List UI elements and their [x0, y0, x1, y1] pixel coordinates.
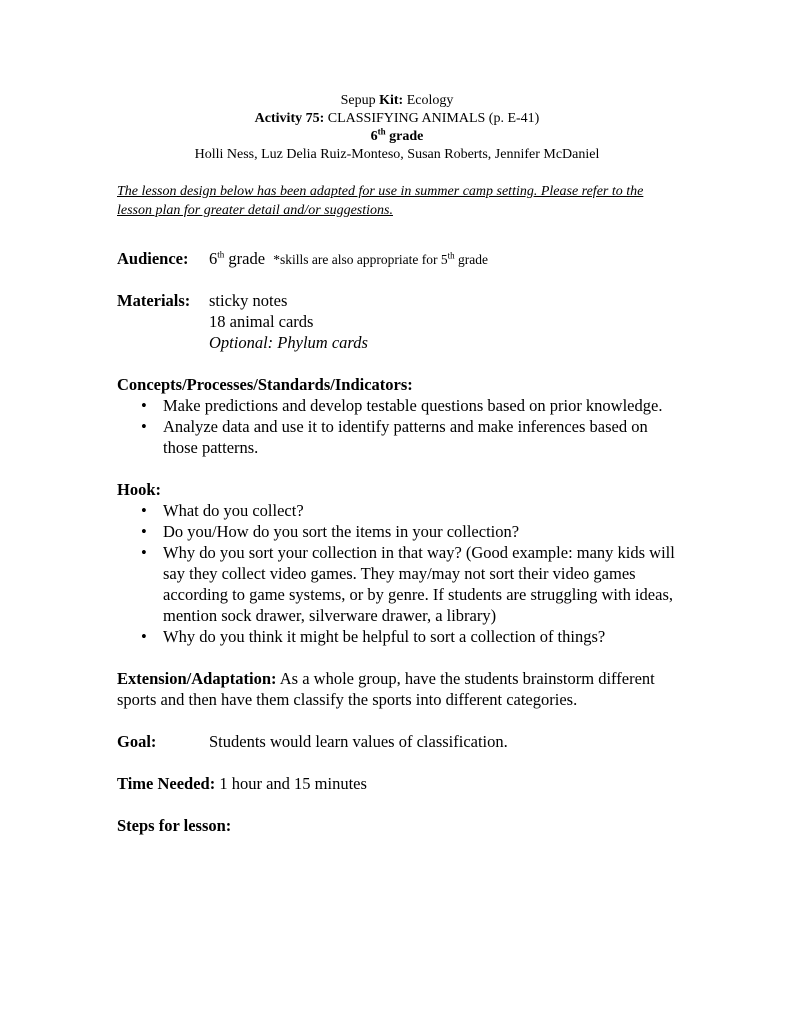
bullet-icon: • — [141, 522, 147, 541]
materials-section — [117, 290, 677, 353]
steps-label: Steps for lesson: — [117, 816, 232, 835]
grade-number: 6 — [370, 129, 378, 144]
time-text: 1 hour and 15 minutes — [215, 774, 367, 793]
list-item-text: Analyze data and use it to identify patterns and make inferences based on those patterns. — [163, 417, 648, 457]
extension-section — [117, 668, 677, 710]
extension-text: As a whole group, have the students brainstorm different sports and then have them classify the sports into different categories. — [117, 669, 655, 709]
materials-item: sticky notes — [209, 291, 288, 310]
audience-extra — [273, 252, 488, 267]
goal-text: Students would learn values of classification. — [209, 732, 508, 751]
kit-prefix: Sepup — [340, 93, 380, 108]
audience-extra-text: *skills are also appropriate for 5 — [273, 252, 448, 267]
list-item-text: What do you collect? — [163, 501, 304, 520]
materials-optional: Optional: Phylum cards — [209, 333, 368, 352]
materials-item: 18 animal cards — [209, 312, 314, 331]
list-item-text: Make predictions and develop testable questions based on prior knowledge. — [163, 396, 663, 415]
bullet-icon: • — [141, 501, 147, 520]
grade-line — [117, 128, 677, 146]
time-label: Time Needed: — [117, 774, 216, 793]
materials-label: Materials: — [117, 291, 191, 310]
kit-label: Kit: — [379, 93, 404, 108]
hook-section — [117, 479, 677, 647]
goal-label: Goal: — [117, 732, 157, 751]
list-item-text: Do you/How do you sort the items in your collection? — [163, 522, 520, 541]
list-item — [117, 542, 677, 626]
document-page — [117, 92, 677, 836]
document-header — [117, 92, 677, 164]
extension-label: Extension/Adaptation: — [117, 669, 277, 688]
goal-section — [117, 731, 677, 752]
audience-label: Audience: — [117, 249, 189, 268]
list-item — [117, 416, 677, 458]
list-item — [117, 395, 677, 416]
audience-extra-end: grade — [454, 252, 488, 267]
time-section — [117, 773, 677, 794]
steps-section — [117, 815, 677, 836]
audience-grade-number: 6 — [209, 249, 218, 268]
bullet-icon: • — [141, 627, 147, 646]
activity-label: Activity 75: — [254, 111, 325, 126]
materials-list — [209, 290, 368, 353]
list-item — [117, 521, 677, 542]
activity-line — [117, 110, 677, 128]
hook-list — [117, 500, 677, 647]
concepts-label: Concepts/Processes/Standards/Indicators: — [117, 375, 413, 394]
list-item-text: Why do you sort your collection in that way? (Good example: many kids will say they collect video games. They may/may not sort their video games according to game systems, or by genre. If students are struggling with ideas, mention sock drawer, silverware drawer, a library) — [163, 543, 675, 625]
audience-value — [209, 248, 488, 270]
grade-word: grade — [385, 129, 424, 144]
bullet-icon: • — [141, 396, 147, 415]
concepts-list — [117, 395, 677, 458]
audience-grade-suffix: th — [217, 249, 225, 260]
bullet-icon: • — [141, 543, 147, 562]
authors-line: Holli Ness, Luz Delia Ruiz-Monteso, Susan Roberts, Jennifer McDaniel — [194, 147, 600, 162]
list-item-text: Why do you think it might be helpful to sort a collection of things? — [163, 627, 606, 646]
list-item — [117, 500, 677, 521]
kit-line — [117, 92, 677, 110]
concepts-section — [117, 374, 677, 458]
audience-section — [117, 248, 677, 270]
hook-label: Hook: — [117, 480, 162, 499]
bullet-icon: • — [141, 417, 147, 436]
activity-value: CLASSIFYING ANIMALS (p. E-41) — [324, 111, 540, 126]
kit-value: Ecology — [403, 93, 454, 108]
audience-extra-suffix: th — [447, 250, 455, 261]
grade-suffix: th — [377, 126, 386, 137]
list-item — [117, 626, 677, 647]
adaptation-note: The lesson design below has been adapted for use in summer camp setting. Please refer to the lesson plan for greater detail and/or suggestions. — [117, 184, 644, 218]
audience-grade-word: grade — [224, 249, 266, 268]
